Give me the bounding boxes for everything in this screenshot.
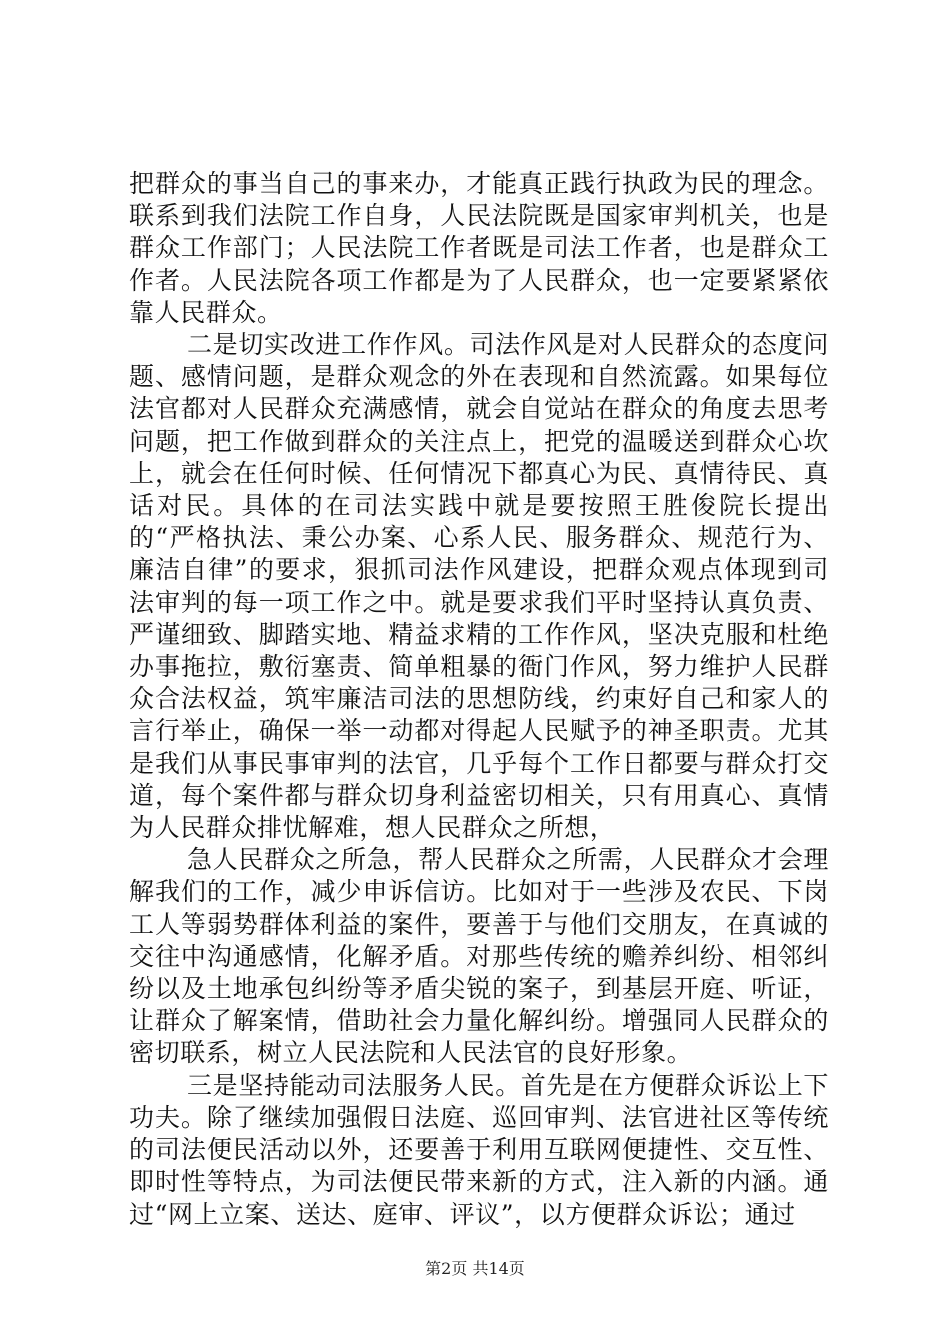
- paragraph-1: 把群众的事当自己的事来办，才能真正践行执政为民的理念。联系到我们法院工作自身，人民法院既是国家审判机关，也是群众工作部门；人民法院工作者既是司法工作者，也是群众工作者。人民法院各项工作都是为了人民群众，也一定要紧紧依靠人民群众。: [129, 169, 829, 327]
- paragraph-3: 急人民群众之所急，帮人民群众之所需，人民群众才会理解我们的工作，减少申诉信访。比如对于一些涉及农民、下岗工人等弱势群体利益的案件，要善于与他们交朋友，在真诚的交往中沟通感情，化解矛盾。对那些传统的赡养纠纷、相邻纠纷以及土地承包纠纷等矛盾尖锐的案子，到基层开庭、听证，让群众了解案情，借助社会力量化解纠纷。增强同人民群众的密切联系，树立人民法院和人民法官的良好形象。: [129, 845, 829, 1068]
- page-number-footer: 第2页 共14页: [425, 1259, 525, 1278]
- paragraph-2: 二是切实改进工作作风。司法作风是对人民群众的态度问题、感情问题，是群众观念的外在表现和自然流露。如果每位法官都对人民群众充满感情，就会自觉站在群众的角度去思考问题，把工作做到群众的关注点上，把党的温暖送到群众心坎上，就会在任何时候、任何情况下都真心为民、真情待民、真话对民。具体的在司法实践中就是要按照王胜俊院长提出的“严格执法、秉公办案、心系人民、服务群众、规范行为、廉洁自律”的要求，狠抓司法作风建设，把群众观点体现到司法审判的每一项工作之中。就是要求我们平时坚持认真负责、严谨细致、脚踏实地、精益求精的工作作风，坚决克服和杜绝办事拖拉，敷衍塞责、简单粗暴的衙门作风，努力维护人民群众合法权益，筑牢廉洁司法的思想防线，约束好自己和家人的言行举止，确保一举一动都对得起人民赋予的神圣职责。尤其是我们从事民事审判的法官，几乎每个工作日都要与群众打交道，每个案件都与群众切身利益密切相关，只有用真心、真情为人民群众排忧解难，想人民群众之所想，: [129, 330, 829, 843]
- document-body: [129, 168, 829, 1231]
- paragraph-4: 三是坚持能动司法服务人民。首先是在方便群众诉讼上下功夫。除了继续加强假日法庭、巡回审判、法官进社区等传统的司法便民活动以外，还要善于利用互联网便捷性、交互性、即时性等特点，为司法便民带来新的方式，注入新的内涵。通过“网上立案、送达、庭审、评议”，以方便群众诉讼；通过: [129, 1070, 829, 1229]
